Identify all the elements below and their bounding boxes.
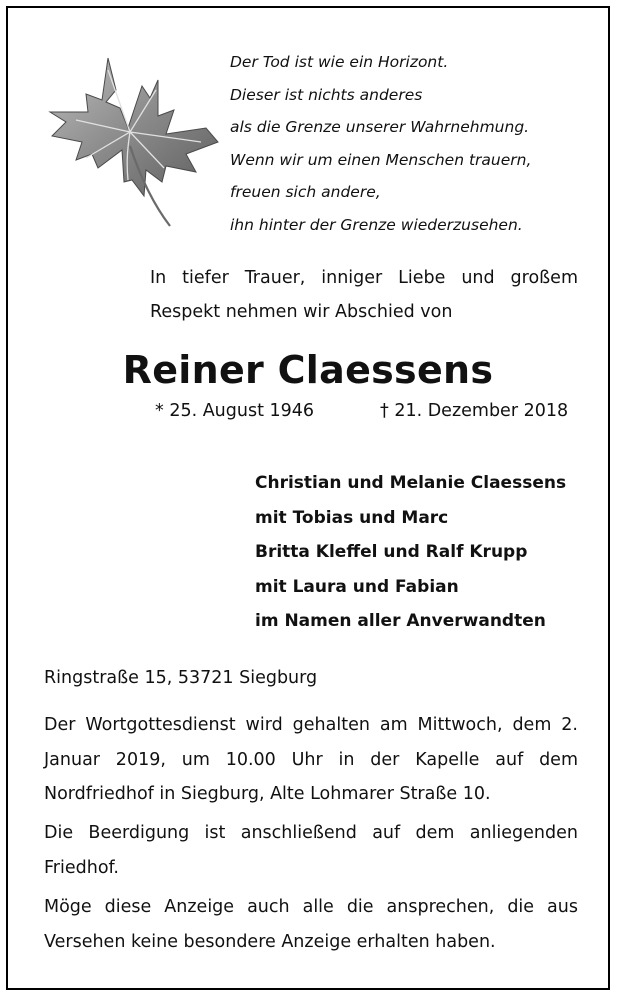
- family-line: Christian und Melanie Claessens: [255, 473, 567, 493]
- poem-line: als die Grenze unserer Wahrnehmung.: [230, 118, 530, 137]
- service-paragraph: Der Wortgottesdienst wird gehalten am Mittwoch, dem 2. Januar 2019, um 10.00 Uhr in der Kapelle auf dem Nordfriedhof in Siegburg, Alte Lohmarer Straße 10.: [44, 715, 578, 804]
- poem-line: ihn hinter der Grenze wiederzusehen.: [230, 215, 523, 234]
- poem-line: Wenn wir um einen Menschen trauern,: [230, 150, 532, 169]
- poem: [230, 46, 590, 242]
- closing-paragraph: Möge diese Anzeige auch alle die ansprechen, die aus Versehen keine besondere Anzeige erhalten haben.: [44, 897, 578, 952]
- family-line: im Namen aller Anverwandten: [255, 611, 546, 632]
- intro-text: In tiefer Trauer, inniger Liebe und großem Respekt nehmen wir Abschied von: [150, 268, 578, 322]
- family-list: [255, 466, 566, 639]
- family-line: Britta Kleffel und Ralf Krupp: [255, 542, 528, 563]
- family-line: mit Laura und Fabian: [255, 576, 459, 597]
- burial-paragraph: Die Beerdigung ist anschließend auf dem anliegenden Friedhof.: [44, 823, 578, 878]
- deceased-name: Reiner Claessens: [122, 348, 494, 392]
- obituary-notice: [6, 6, 610, 990]
- maple-leaf-icon: [46, 50, 222, 230]
- death-date: † 21. Dezember 2018: [380, 401, 569, 421]
- address: Ringstraße 15, 53721 Siegburg: [44, 668, 318, 688]
- family-line: mit Tobias und Marc: [255, 507, 449, 528]
- poem-line: freuen sich andere,: [230, 183, 381, 202]
- poem-line: Der Tod ist wie ein Horizont.: [230, 53, 449, 71]
- poem-line: Dieser ist nichts anderes: [230, 85, 423, 104]
- birth-date: * 25. August 1946: [155, 401, 315, 421]
